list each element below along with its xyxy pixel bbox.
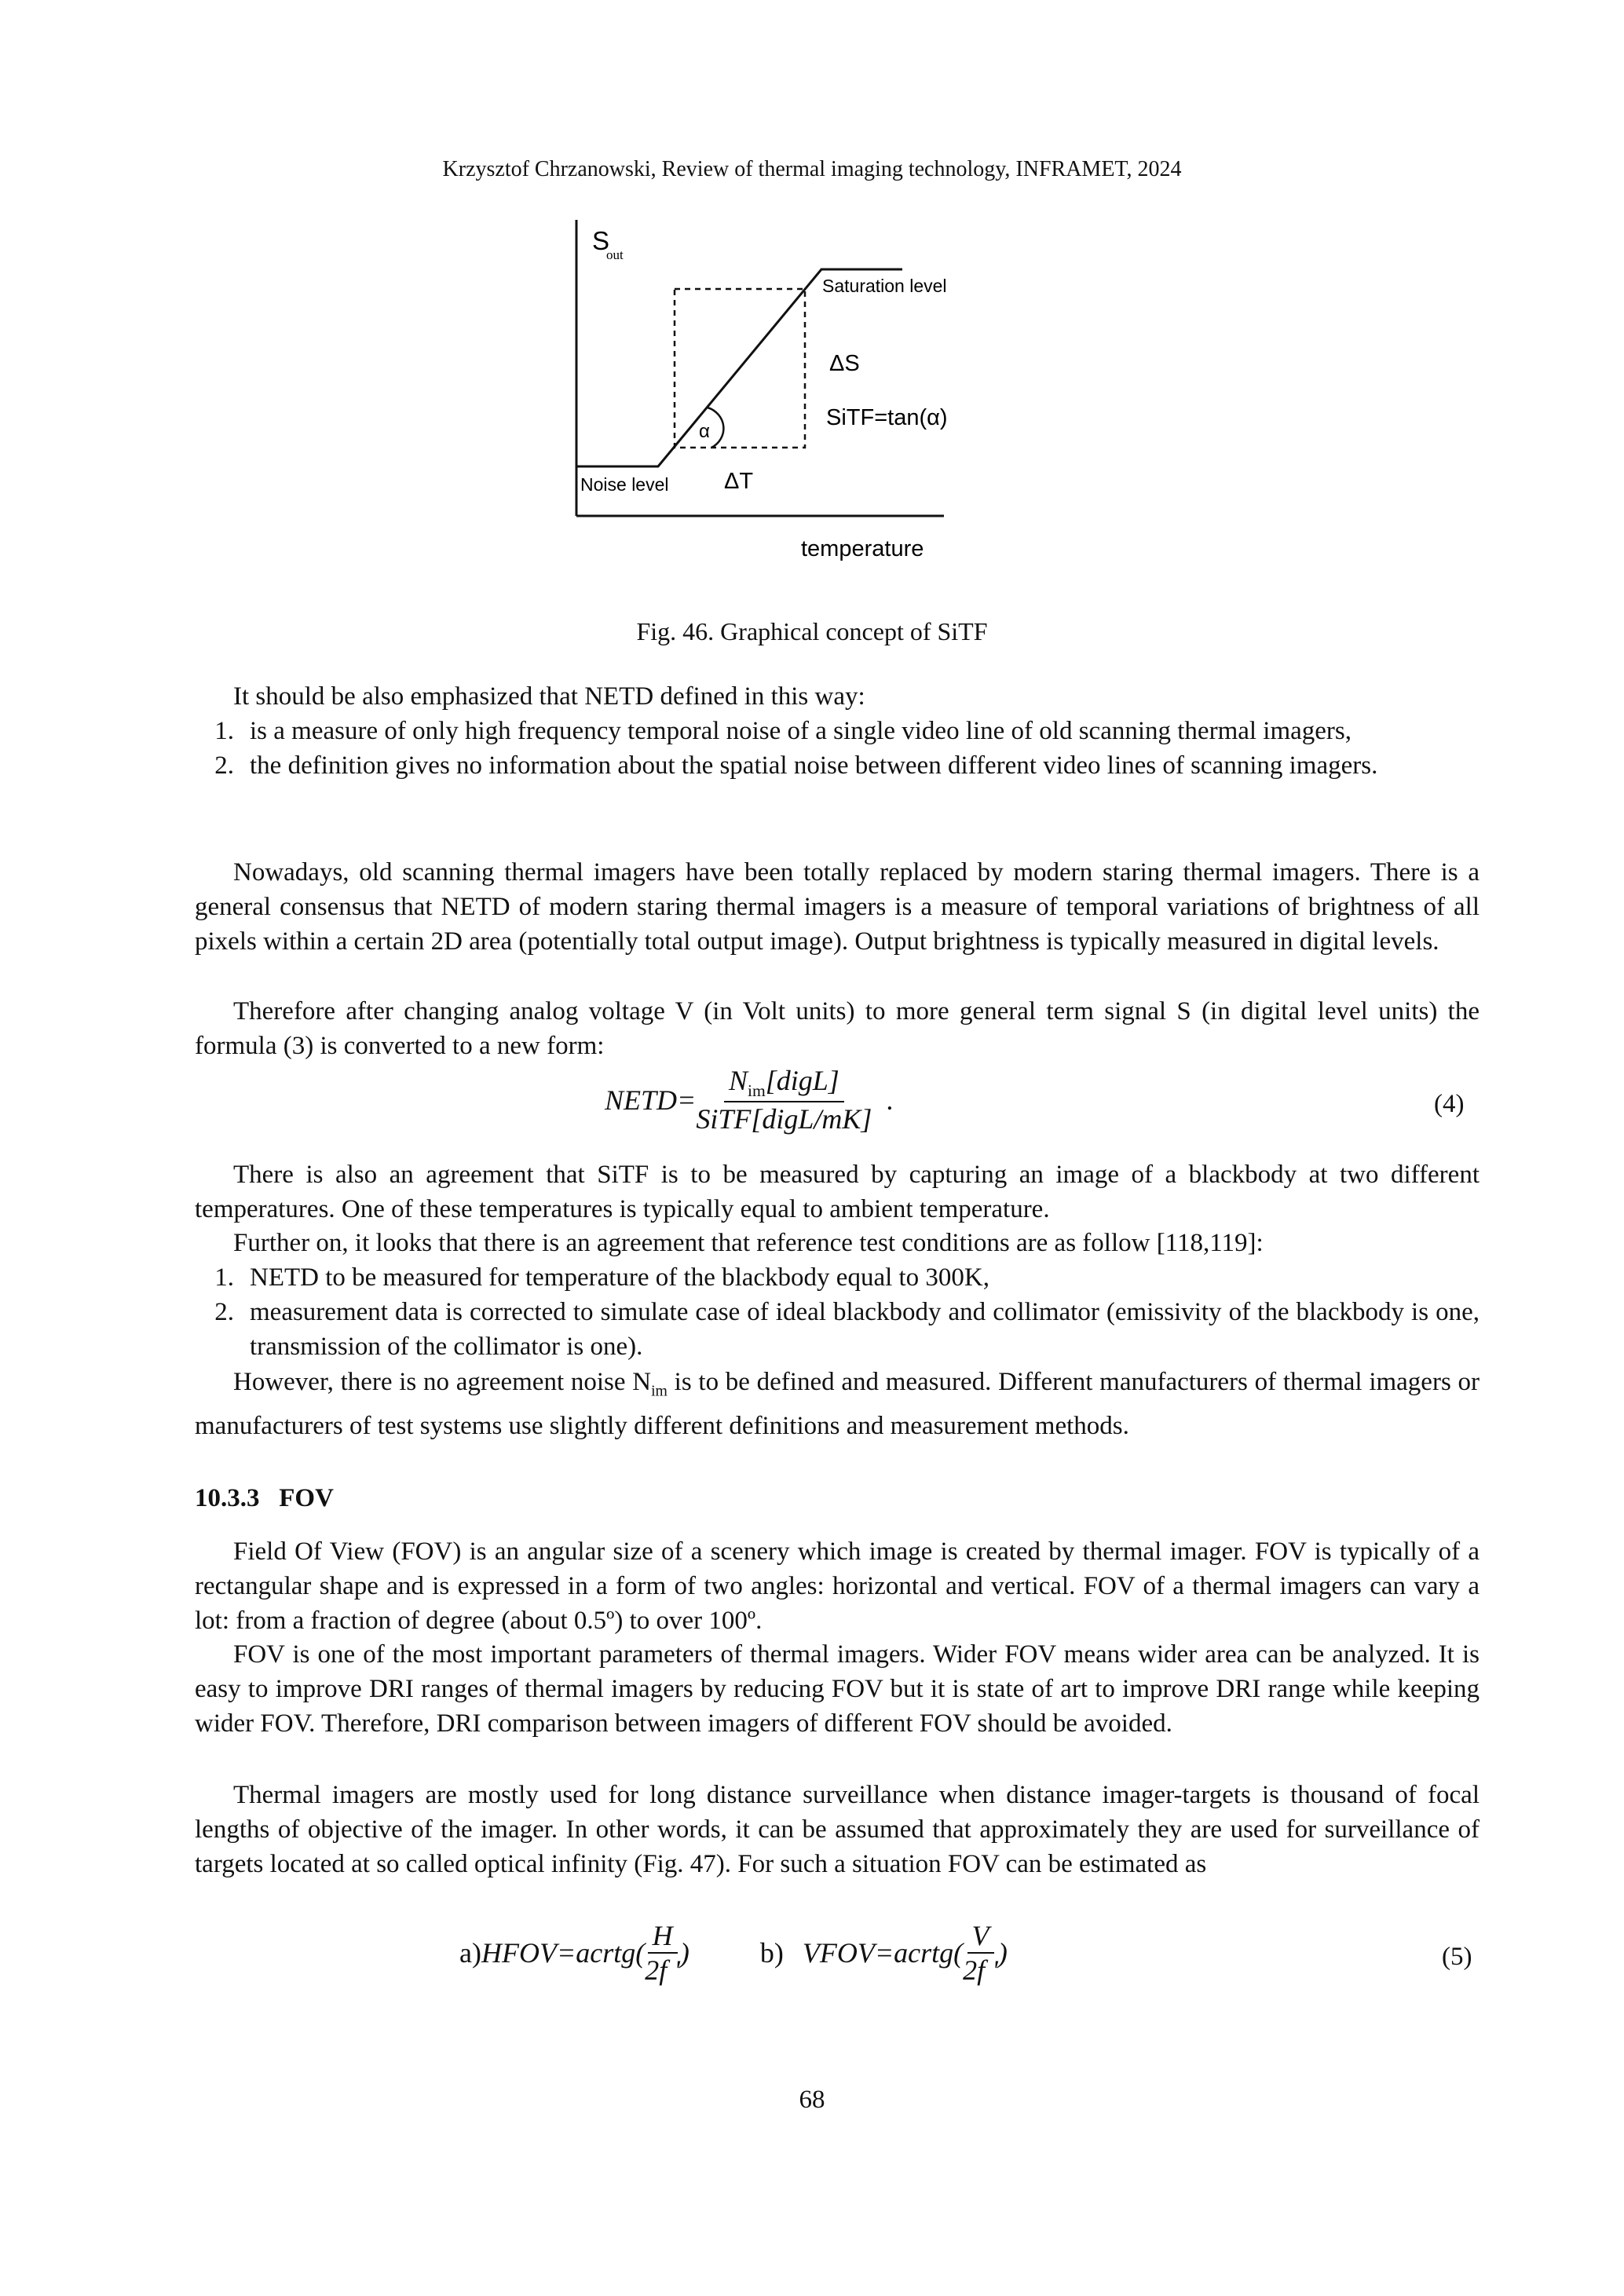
- paren: ): [679, 1937, 689, 1969]
- equation-4: [605, 1064, 893, 1135]
- paragraph: Nowadays, old scanning thermal imagers have been totally replaced by modern staring thermal imagers. There is a general consensus that NETD of modern staring thermal imagers is a measure of temporal variations of brightness of all pixels within a certain 2D area (potentially total output image). Output brightness is typically measured in digital levels.: [195, 858, 1480, 956]
- sitf-figure: [0, 0, 1624, 707]
- denominator: 2f ': [963, 1954, 998, 1986]
- item-number: 2.: [214, 1298, 234, 1326]
- equation-number: (4): [1434, 1090, 1465, 1118]
- item-number: 1.: [214, 1263, 234, 1292]
- numerator: H: [648, 1919, 678, 1954]
- delta-t-label: ΔT: [724, 469, 754, 494]
- paren: ): [997, 1937, 1008, 1969]
- item-number: 1.: [214, 717, 234, 745]
- sub: im: [747, 1081, 766, 1101]
- item-text: NETD to be measured for temperature of the blackbody equal to 300K,: [250, 1263, 990, 1292]
- paragraph: There is also an agreement that SiTF is to be measured by capturing an image of a blackbody at two different temperatures. One of these temperatures is typically equal to ambient temperature.: [195, 1161, 1480, 1223]
- numerator: V: [967, 1919, 994, 1954]
- eq-dot: .: [886, 1084, 894, 1116]
- fraction-b: [963, 1919, 998, 1987]
- alpha-label: α: [699, 421, 710, 442]
- section-heading: 10.3.3 FOV: [195, 1484, 334, 1512]
- paragraph: Therefore after changing analog voltage V (in Volt units) to more general term signal S (in digital level units) the formula (3) is converted to a new form:: [195, 997, 1480, 1060]
- list-1: [195, 714, 1480, 783]
- y-axis-label-sub: out: [606, 247, 624, 262]
- numerator: [724, 1064, 844, 1102]
- text: However, there is no agreement noise N: [233, 1368, 652, 1396]
- paragraph: Thermal imagers are mostly used for long distance surveillance when distance imager-targets is thousand of focal lengths of objective of the imager. In other words, it can be assumed that approximately they are used for surveillance of targets located at so called optical infinity (Fig. 47). For such a situation FOV can be estimated as: [195, 1781, 1480, 1878]
- paragraph: [195, 1365, 1480, 1443]
- denominator: SiTF[digL/mK]: [696, 1103, 872, 1135]
- angle-arc: [708, 408, 723, 448]
- y-axis-label: S: [592, 226, 610, 255]
- running-header: Krzysztof Chrzanowski, Review of thermal imaging technology, INFRAMET, 2024: [442, 157, 1182, 181]
- saturation-label: Saturation level: [822, 276, 947, 296]
- n: N: [728, 1065, 748, 1096]
- paragraph: Field Of View (FOV) is an angular size of a scenery which image is created by thermal imager. FOV is typically of a rectangular shape and is expressed in a form of two angles: horizontal and vertical. FOV of a thermal imagers can vary a lot: from a fraction of degree (about 0.5º) to over 100º.: [195, 1537, 1480, 1635]
- page-number: 68: [799, 2086, 825, 2114]
- sub: im: [651, 1382, 668, 1400]
- item-text: is a measure of only high frequency temporal noise of a single video line of old scanning thermal imagers,: [250, 717, 1352, 745]
- label-b: b): [759, 1937, 784, 1969]
- list-item: [195, 1295, 1480, 1364]
- n-rest: [digL]: [765, 1065, 839, 1096]
- item-number: 2.: [214, 751, 234, 780]
- sitf-label: SiTF=tan(α): [826, 405, 948, 430]
- fraction: [696, 1064, 872, 1135]
- x-axis-label: temperature: [801, 536, 924, 561]
- fraction-a: [645, 1919, 680, 1987]
- item-text: the definition gives no information about the spatial noise between different video lines of scanning imagers.: [250, 751, 1378, 780]
- equation-5: [459, 1919, 1008, 1987]
- eq-b-lhs: VFOV=acrtg(: [802, 1937, 964, 1969]
- list-2: [195, 1260, 1480, 1364]
- figure-caption: Fig. 46. Graphical concept of SiTF: [636, 617, 988, 645]
- list-item: [195, 714, 1480, 748]
- noise-label: Noise level: [580, 474, 669, 495]
- text: is to be defined and measured. Different manufacturers of thermal imagers or manufacturers of test systems use slightly different definitions and measurement methods.: [195, 1368, 1480, 1440]
- eq-a-lhs: HFOV=acrtg(: [481, 1937, 646, 1969]
- label-a: a): [459, 1937, 481, 1969]
- item-text: measurement data is corrected to simulate case of ideal blackbody and collimator (emissivity of the blackbody is one, transmission of the collimator is one).: [250, 1298, 1480, 1361]
- paragraph: FOV is one of the most important parameters of thermal imagers. Wider FOV means wider area can be analyzed. It is easy to improve DRI ranges of thermal imagers by reducing FOV but it is state of art to improve DRI range while keeping wider FOV. Therefore, DRI comparison between imagers of different FOV should be avoided.: [195, 1640, 1480, 1738]
- equation-number: (5): [1442, 1943, 1472, 1971]
- list-item: [195, 748, 1480, 783]
- delta-s-label: ΔS: [829, 351, 860, 376]
- eq-lhs: NETD=: [605, 1084, 697, 1116]
- paragraph: Further on, it looks that there is an agreement that reference test conditions are as follow [118,119]:: [233, 1229, 1264, 1257]
- paragraph: It should be also emphasized that NETD defined in this way:: [233, 682, 865, 711]
- list-item: [195, 1260, 1480, 1295]
- denominator: 2f ': [645, 1954, 680, 1986]
